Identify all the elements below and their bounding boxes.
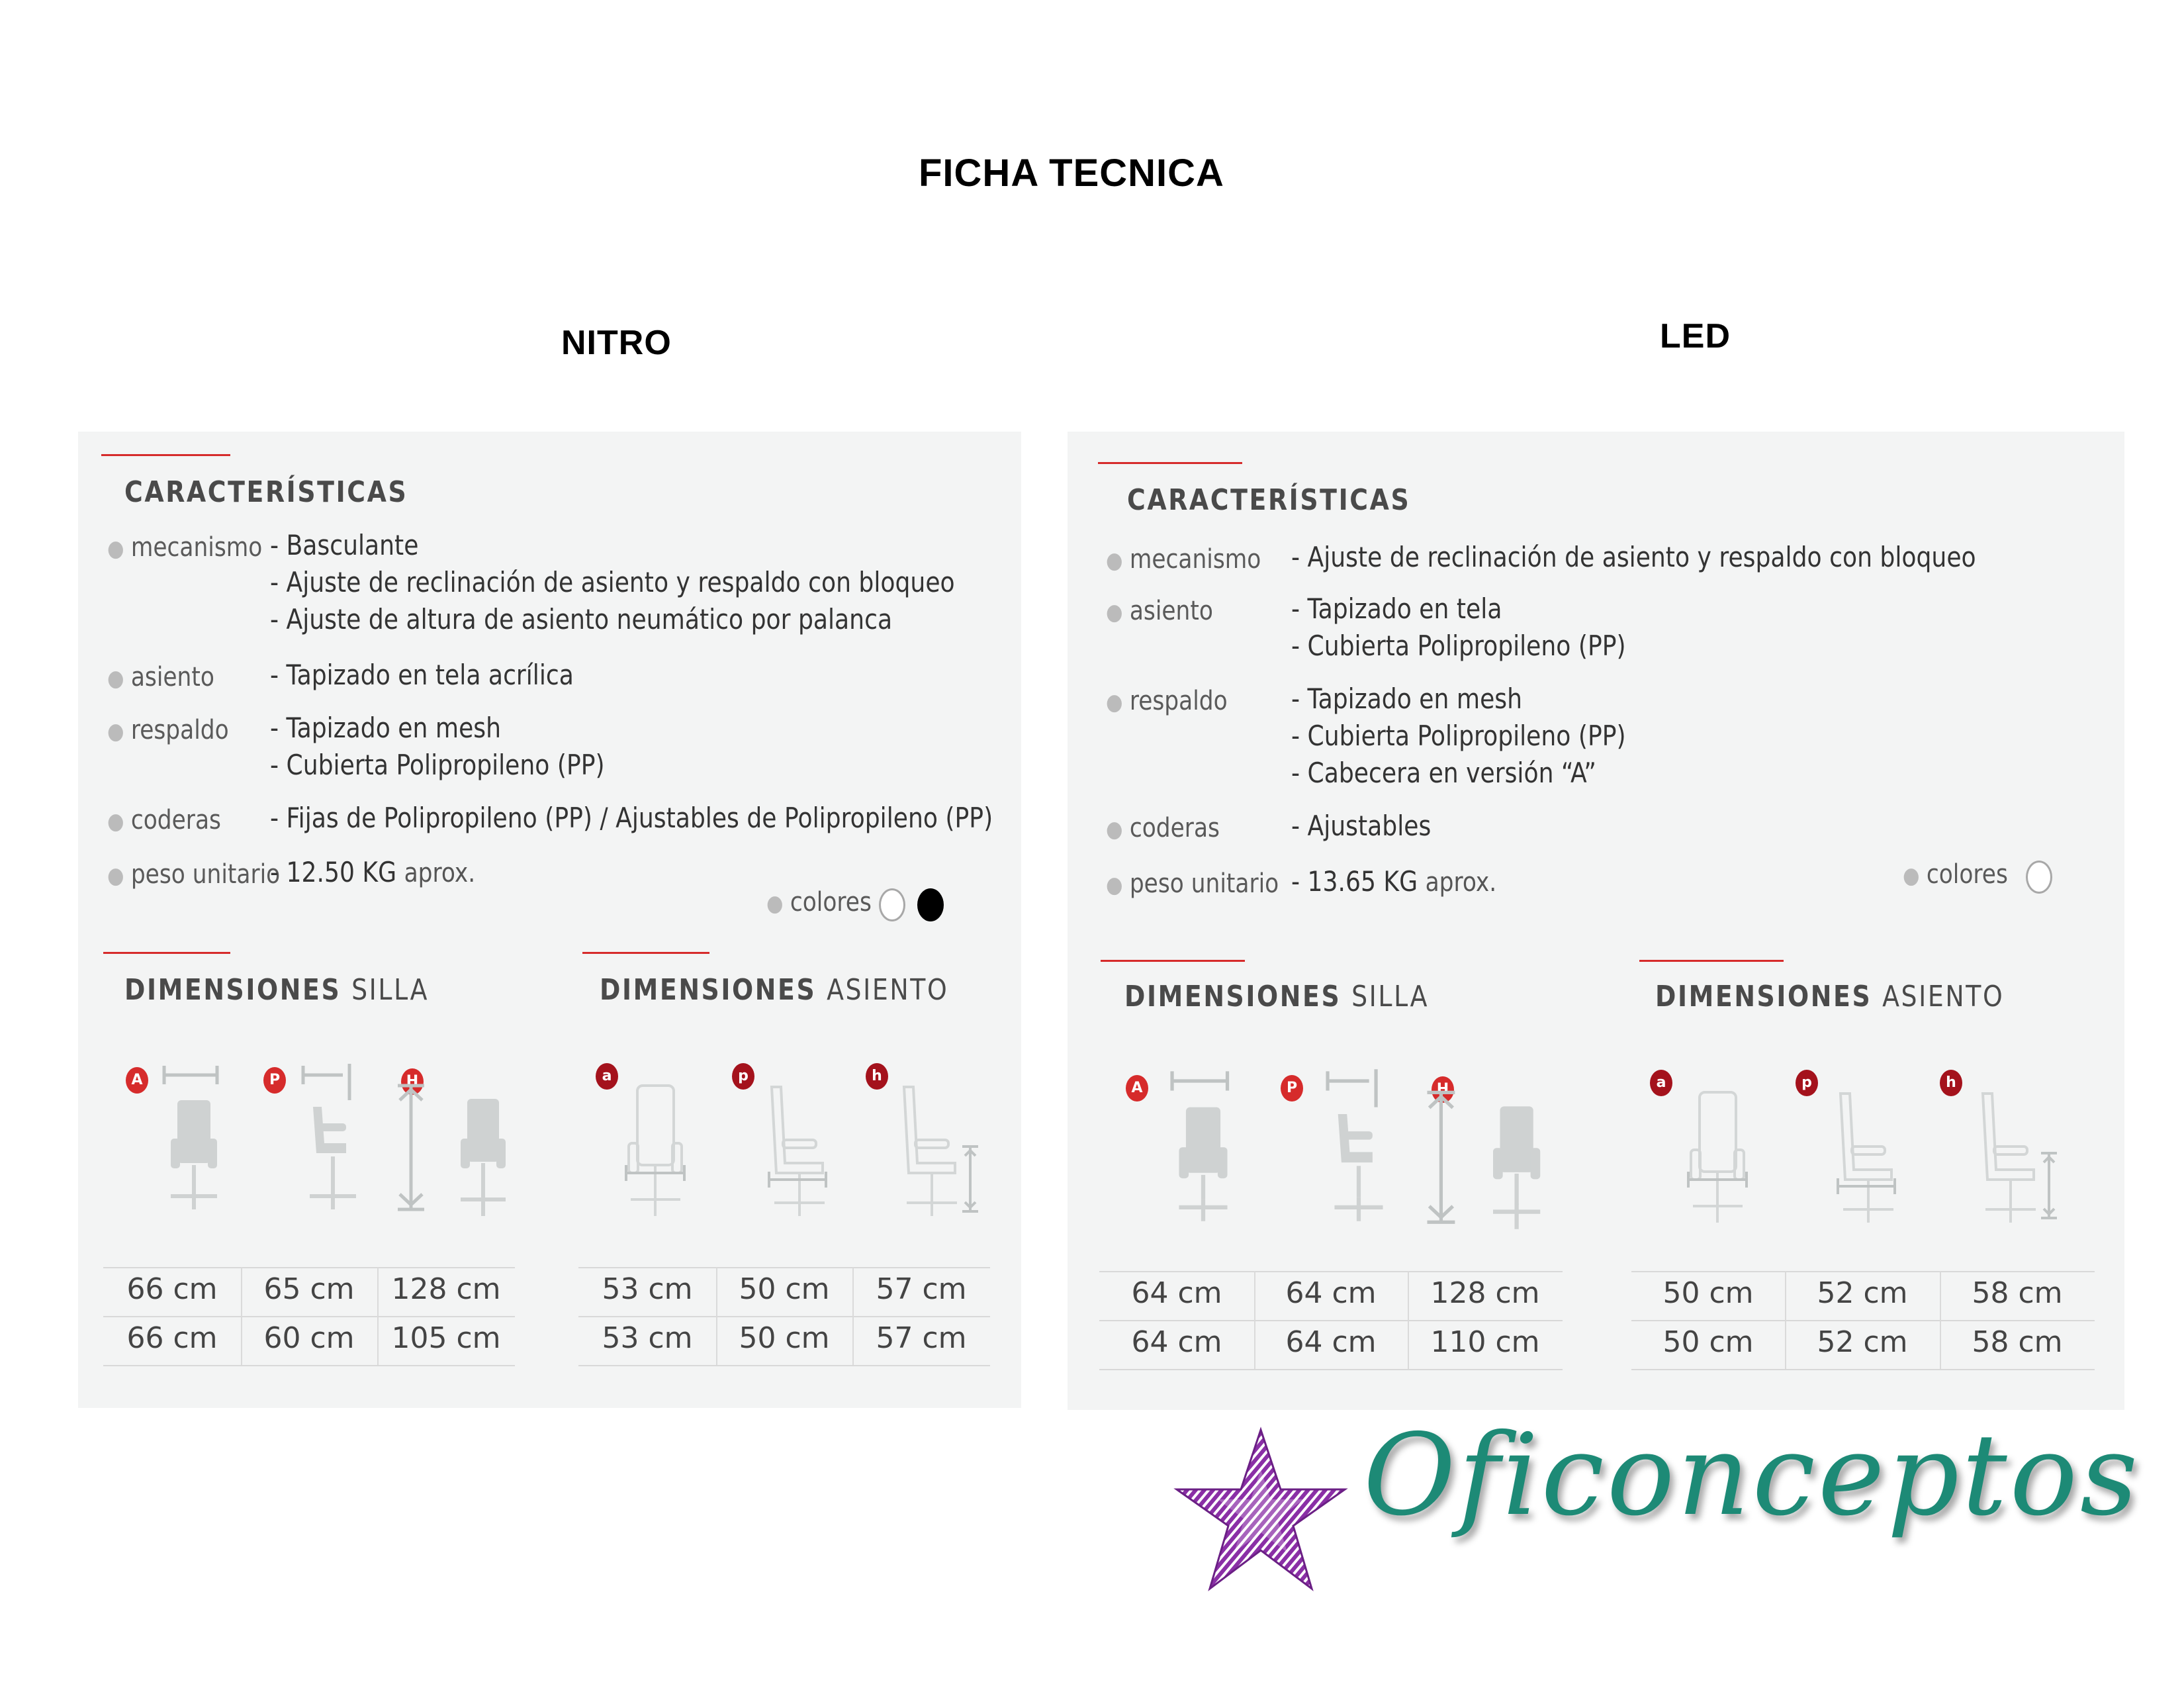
dim-value: 64 cm (1131, 1325, 1222, 1359)
dim-silla-title: DIMENSIONES SILLA (1124, 980, 1430, 1013)
spec-value: - Tapizado en mesh (1291, 682, 1523, 715)
chair-depth-icon (1319, 1066, 1398, 1225)
product-name-led: LED (1660, 317, 1731, 355)
spec-value: - Cubierta Polipropileno (PP) (1291, 720, 1626, 752)
dim-value: 128 cm (1430, 1276, 1540, 1310)
dimension-badge: P (263, 1067, 286, 1094)
spec-value-weight: - 13.65 KG aprox. (1291, 865, 1497, 898)
seat-width-icon (1676, 1087, 1756, 1226)
spec-label-respaldo: ● respaldo (107, 715, 229, 745)
dim-value: 57 cm (876, 1272, 967, 1306)
table-rule (578, 1267, 990, 1268)
dimension-badge: A (126, 1067, 148, 1094)
dim-value: 57 cm (876, 1321, 967, 1355)
characteristics-title: CARACTERÍSTICAS (124, 475, 408, 509)
dim-value: 64 cm (1131, 1276, 1222, 1310)
dim-value: 65 cm (263, 1272, 355, 1306)
color-swatch-white (879, 888, 905, 921)
dimension-badge: p (732, 1063, 754, 1090)
logo-wordmark: Oficonceptos (1363, 1410, 2141, 1541)
dim-value: 128 cm (391, 1272, 501, 1306)
dim-value: 53 cm (602, 1272, 693, 1306)
seat-height-icon (892, 1080, 985, 1219)
dim-asiento-title: DIMENSIONES ASIENTO (1655, 980, 2005, 1013)
logo-star-icon (1171, 1423, 1350, 1602)
chair-width-icon (158, 1060, 230, 1213)
dim-value: 52 cm (1817, 1325, 1908, 1359)
dim-value: 105 cm (391, 1321, 501, 1355)
spec-value: - Tapizado en tela acrílica (270, 659, 574, 691)
spec-label-mecanismo: ● mecanismo (107, 532, 263, 563)
spec-label-coderas: ● coderas (1106, 813, 1220, 843)
spec-value: - Ajuste de reclinación de asiento y respaldo con bloqueo (270, 566, 955, 598)
colors-label: ● colores (1903, 859, 2008, 890)
table-rule (103, 1267, 515, 1268)
spec-value-weight: - 12.50 KG aprox. (270, 856, 476, 888)
spec-label-asiento: ● asiento (1106, 596, 1213, 626)
color-swatch-black (917, 888, 944, 921)
dimension-badge: P (1281, 1075, 1303, 1102)
table-rule (1631, 1320, 2095, 1321)
table-rule (103, 1316, 515, 1317)
seat-depth-icon (1829, 1087, 1908, 1226)
dim-asiento-title: DIMENSIONES ASIENTO (600, 973, 949, 1007)
chair-height-icon (394, 1080, 527, 1219)
spec-value: - Tapizado en mesh (270, 712, 502, 744)
dim-value: 60 cm (263, 1321, 355, 1355)
dimension-badge: a (1650, 1070, 1672, 1096)
spec-label-peso: ● peso unitario (107, 859, 281, 890)
dim-value: 50 cm (739, 1321, 830, 1355)
dimension-badge: H (1432, 1076, 1454, 1103)
table-rule (1099, 1320, 1563, 1321)
dim-value: 50 cm (1662, 1276, 1754, 1310)
spec-value: - Cabecera en versión “A” (1291, 757, 1596, 789)
dim-value: 66 cm (126, 1272, 218, 1306)
spec-value: - Basculante (270, 529, 419, 561)
dim-value: 53 cm (602, 1321, 693, 1355)
spec-label-asiento: ● asiento (107, 662, 214, 692)
spec-label-peso: ● peso unitario (1106, 868, 1279, 899)
table-rule (1631, 1271, 2095, 1272)
seat-width-icon (614, 1080, 694, 1219)
dim-value: 110 cm (1430, 1325, 1540, 1359)
spec-label-mecanismo: ● mecanismo (1106, 544, 1261, 575)
table-rule (1099, 1271, 1563, 1272)
spec-value: - Ajuste de altura de asiento neumático por palanca (270, 603, 893, 635)
section-rule (103, 952, 230, 954)
section-rule (1101, 960, 1245, 962)
table-rule (1099, 1369, 1563, 1370)
spec-value: - Tapizado en tela (1291, 592, 1502, 625)
characteristics-title: CARACTERÍSTICAS (1127, 483, 1411, 517)
table-rule (578, 1316, 990, 1317)
spec-value: - Fijas de Polipropileno (PP) / Ajustables de Polipropileno (PP) (270, 802, 993, 834)
table-rule (578, 1365, 990, 1366)
chair-height-icon (1424, 1087, 1563, 1233)
dimension-badge: H (401, 1068, 424, 1095)
dim-value: 64 cm (1285, 1325, 1377, 1359)
table-rule (1631, 1369, 2095, 1370)
dimension-badge: h (866, 1063, 888, 1090)
table-rule (103, 1365, 515, 1366)
seat-depth-icon (760, 1080, 839, 1219)
spec-value: - Ajuste de reclinación de asiento y respaldo con bloqueo (1291, 541, 1976, 573)
dim-value: 58 cm (1972, 1325, 2063, 1359)
dim-value: 66 cm (126, 1321, 218, 1355)
dim-value: 50 cm (1662, 1325, 1754, 1359)
dim-value: 58 cm (1972, 1276, 2063, 1310)
chair-width-icon (1163, 1066, 1243, 1225)
dimension-badge: a (596, 1063, 618, 1090)
nitro-spec-panel (78, 432, 1021, 1408)
spec-label-coderas: ● coderas (107, 805, 221, 835)
spec-value: - Cubierta Polipropileno (PP) (1291, 630, 1626, 662)
page-title: FICHA TECNICA (919, 152, 1224, 195)
dim-silla-title: DIMENSIONES SILLA (124, 973, 430, 1007)
spec-value: - Cubierta Polipropileno (PP) (270, 749, 605, 781)
led-spec-panel (1068, 432, 2124, 1410)
section-rule (101, 454, 230, 456)
dim-value: 64 cm (1285, 1276, 1377, 1310)
dim-value: 50 cm (739, 1272, 830, 1306)
dimension-badge: p (1796, 1070, 1818, 1096)
chair-depth-icon (296, 1060, 369, 1213)
dimension-badge: A (1126, 1075, 1148, 1102)
color-swatch-white (2026, 861, 2052, 894)
colors-label: ● colores (766, 887, 872, 917)
dimension-badge: h (1940, 1070, 1962, 1096)
dim-value: 52 cm (1817, 1276, 1908, 1310)
seat-height-icon (1971, 1087, 2064, 1226)
spec-value: - Ajustables (1291, 810, 1432, 842)
spec-label-respaldo: ● respaldo (1106, 686, 1228, 716)
section-rule (1639, 960, 1784, 962)
section-rule (582, 952, 709, 954)
product-name-nitro: NITRO (561, 324, 672, 362)
section-rule (1098, 462, 1242, 464)
